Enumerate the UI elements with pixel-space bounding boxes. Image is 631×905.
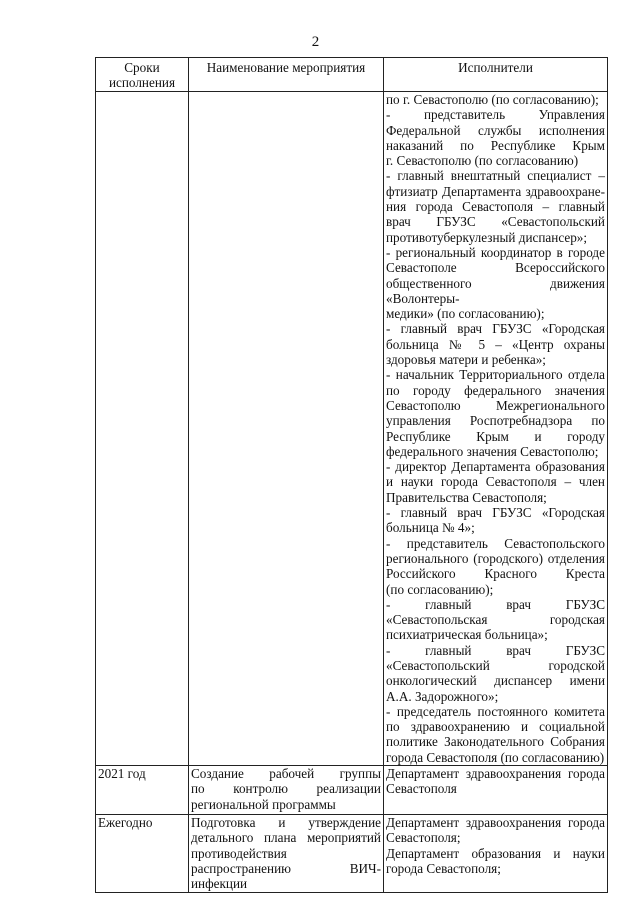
activity-line: Подготовка и утверждение [191,815,381,831]
executors-line: Федеральной службы исполнения [386,122,605,138]
executors-line: «Севастопольский городской [386,657,605,673]
executors-line: по г. Севастополю (по согласованию); [386,92,599,107]
executors-line: города Севастополя (по согласованию) [386,749,605,765]
table-row [96,766,608,815]
executors-line: онкологический диспансер имени [386,673,605,689]
executors-line: - представитель Управления [386,107,605,123]
executors-line: общественного движения «Волонтеры- [386,275,605,306]
executors-line: - начальник Территориального отдела [386,367,605,383]
table-row-continued [96,92,608,766]
executors-line: - директор Департамента образования [386,459,605,475]
executors-line: психиатрическая больница»; [386,627,548,643]
executors-line: - главный врач ГБУЗС «Городская [386,321,605,337]
activity-line: противодействия [191,845,287,861]
cell-term: Ежегодно [96,815,189,892]
table-row [96,815,608,892]
cell-executors [384,766,608,815]
executors-line: - главный врач ГБУЗС [386,642,605,658]
executors-line: (по согласованию); [386,581,494,597]
executors-line: управления Роспотребнадзора по [386,413,605,429]
executors-line: - региональный координатор в городе [386,244,605,260]
executors-line: Севастополю Межрегионального [386,397,605,413]
executors-line: здоровья матери и ребенка»; [386,352,546,368]
executors-line: и науки города Севастополя – член [386,474,605,490]
executors-line: политике Законодательного Собрания [386,734,605,750]
header-executors [384,58,608,92]
header-term [96,58,189,92]
activity-line: по контролю реализации [191,781,381,797]
header-term-line-2: исполнения [108,75,176,91]
executors-line: больница № 5 – «Центр охраны [386,336,605,352]
header-term-line-1: Сроки [124,60,160,75]
header-activity-label: Наименование мероприятия [206,60,366,75]
executors-line: г. Севастополю (по согласованию) [386,153,579,169]
activity-line: Создание рабочей группы [191,766,381,782]
executors-line: - главный внештатный специалист – [386,168,605,184]
executors-line: «Севастопольская городская [386,612,605,628]
table-header-row [96,58,608,92]
executors-line: Республике Крым и городу [386,428,605,444]
executors-line: Севастополе Всероссийского [386,260,605,276]
activity-line: распространению ВИЧ-инфекции [191,860,381,892]
cell-term: 2021 год [96,766,189,815]
executors-line: - главный врач ГБУЗС «Городская [386,505,605,521]
executors-line: противотуберкулезный диспансер»; [386,229,588,245]
executors-line: - председатель постоянного комитета [386,703,605,719]
header-activity [189,58,384,92]
cell-activity [189,766,384,815]
activity-line: детального плана мероприятий [191,830,381,846]
executors-line: Департамент образования и науки [386,845,605,861]
executors-line: наказаний по Республике Крым [386,137,605,153]
cell-executors [384,815,608,892]
executors-line: Департамент здравоохранения города [386,766,605,782]
activity-line: региональной программы [191,796,336,812]
cell-activity-empty [189,92,384,766]
executors-line: Российского Красного Креста [386,566,605,582]
executors-line: - главный врач ГБУЗС [386,596,605,612]
executors-line: - представитель Севастопольского [386,535,605,551]
executors-line: А.А. Задорожного»; [386,688,499,704]
executors-line: федерального значения Севастополю; [386,443,599,459]
header-executors-label: Исполнители [458,60,533,75]
plan-table [95,57,608,893]
cell-executors-continued [384,92,608,766]
executors-line: по здравоохранению и социальной [386,719,605,735]
executors-line: фтизиатр Департамента здравоохране- [386,183,605,199]
cell-term-empty [96,92,189,766]
executors-line: регионального (городского) отделения [386,550,605,566]
cell-activity [189,815,384,892]
executors-line: врач ГБУЗС «Севастопольский [386,214,605,230]
executors-line: Департамент здравоохранения города [386,815,605,831]
page-number: 2 [311,34,320,50]
executors-line: города Севастополя; [386,860,501,876]
executors-line: больница № 4»; [386,520,475,536]
executors-line: Севастополя; [386,830,461,846]
executors-line: медики» (по согласованию); [386,306,545,322]
executors-line: Правительства Севастополя; [386,489,547,505]
executors-line: Севастополя [386,781,457,797]
executors-line: по городу федерального значения [386,382,605,398]
executors-line: ния города Севастополя – главный [386,199,605,215]
